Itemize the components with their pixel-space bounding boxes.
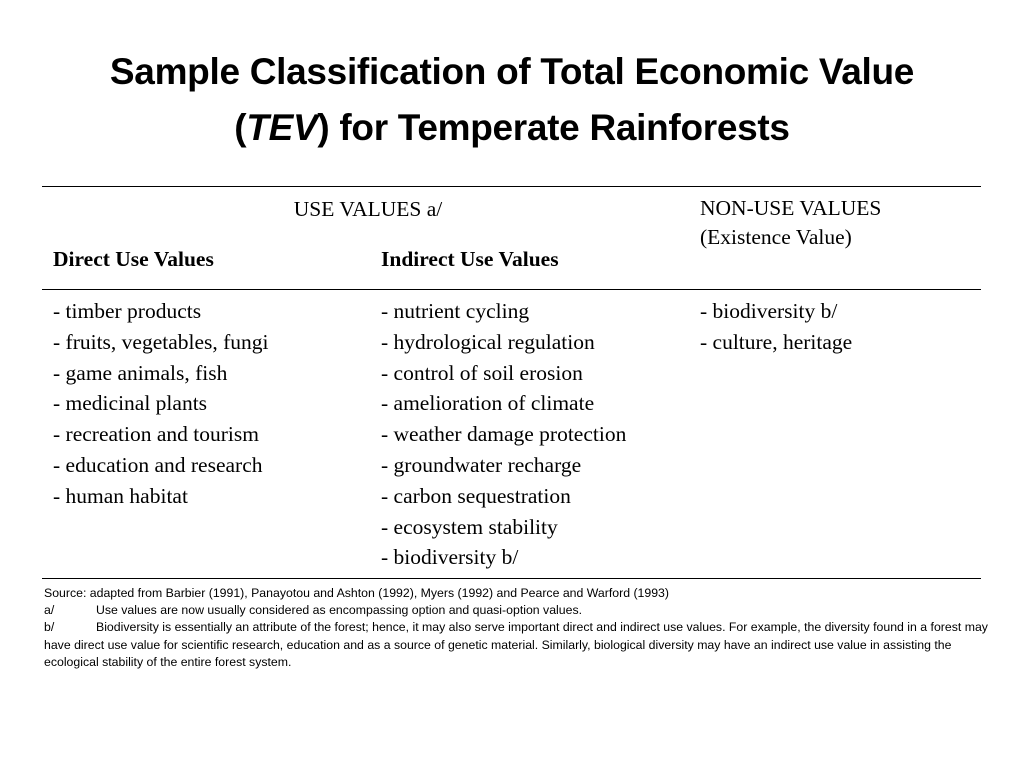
list-item: - groundwater recharge xyxy=(381,452,582,477)
list-item: - amelioration of climate xyxy=(381,391,595,416)
list-item: - ecosystem stability xyxy=(381,514,558,539)
list-item: - game animals, fish xyxy=(53,360,228,385)
list-item: - biodiversity b/ xyxy=(381,545,519,570)
slide-title xyxy=(0,44,1024,156)
table-header-rule xyxy=(42,289,981,290)
indirect-use-list xyxy=(381,296,626,573)
list-item: - fruits, vegetables, fungi xyxy=(53,329,269,354)
table-top-rule xyxy=(42,186,981,187)
list-item: - weather damage protection xyxy=(381,422,627,447)
footnote-source: Source: adapted from Barbier (1991), Panayotou and Ashton (1992), Myers (1992) and Pearce and Warford (1993) xyxy=(44,586,669,600)
nonuse-header-line-2: (Existence Value) xyxy=(700,225,852,249)
footnote-a xyxy=(44,602,1000,619)
direct-use-list xyxy=(53,296,269,512)
footnote-a-text: Use values are now usually considered as encompassing option and quasi-option values. xyxy=(96,603,583,618)
direct-use-header: Direct Use Values xyxy=(53,247,214,271)
table-bottom-rule xyxy=(42,578,981,579)
list-item: - nutrient cycling xyxy=(381,299,530,323)
footnote-b xyxy=(44,619,1000,671)
list-item: - recreation and tourism xyxy=(53,422,259,447)
list-item: - medicinal plants xyxy=(53,391,208,416)
footnote-a-marker: a/ xyxy=(44,603,55,618)
list-item: - human habitat xyxy=(53,483,188,508)
list-item: - education and research xyxy=(53,452,263,477)
nonuse-values-list xyxy=(700,296,852,358)
nonuse-values-header xyxy=(700,194,881,252)
nonuse-header-line-1: NON-USE VALUES xyxy=(700,196,882,220)
indirect-use-header: Indirect Use Values xyxy=(381,247,559,271)
use-values-header: USE VALUES a/ xyxy=(293,197,443,221)
list-item: - biodiversity b/ xyxy=(700,299,838,323)
list-item: - control of soil erosion xyxy=(381,360,583,385)
list-item: - culture, heritage xyxy=(700,329,853,354)
title-tev-abbrev: TEV xyxy=(246,107,318,148)
title-open-paren: ( xyxy=(234,107,247,148)
title-line-1: Sample Classification of Total Economic Value xyxy=(109,51,915,92)
list-item: - hydrological regulation xyxy=(381,329,595,354)
list-item: - timber products xyxy=(53,299,202,323)
title-line-2 xyxy=(0,100,1024,156)
list-item: - carbon sequestration xyxy=(381,483,571,508)
title-line-2-rest: ) for Temperate Rainforests xyxy=(317,107,790,148)
footnote-b-marker: b/ xyxy=(44,620,55,635)
footnote-b-text: Biodiversity is essentially an attribute of the forest; hence, it may also serve important direct and indirect use values. For example, the diversity found in a forest may have direct use value for scientific research, education and as a source of genetic material. Similarly, biological diversity may have an indirect use value in assisting the ecological stability of the entire forest system. xyxy=(44,620,988,669)
footnotes xyxy=(44,585,1000,671)
